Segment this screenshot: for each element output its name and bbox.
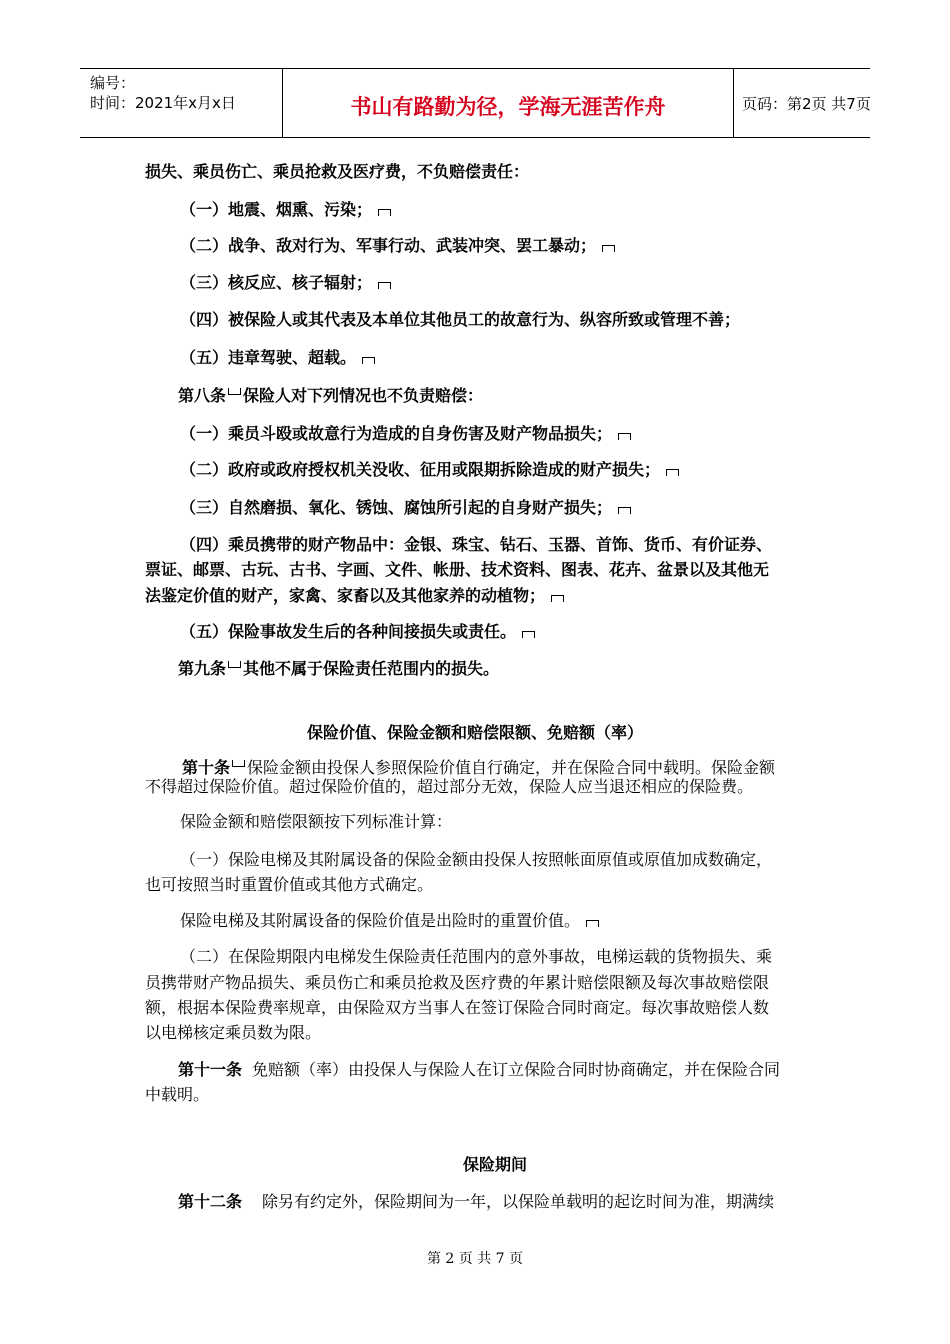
list-item-text: （二）战争、敌对行为、军事行动、武装冲突、罢工暴动； [180, 236, 597, 255]
break-mark-icon [551, 595, 564, 602]
page-footer: 第 2 页 共 7 页 [426, 1251, 524, 1267]
break-mark-icon [522, 631, 535, 638]
date-label: 时间：2021年x月x日 [90, 94, 236, 112]
list-item: （四）乘员携带的财产物品中：金银、珠宝、钻石、玉器、首饰、货币、有价证券、 [180, 535, 773, 554]
article-8 [178, 385, 483, 407]
section-heading: 保险价值、保险金额和赔偿限额、免赔额（率） [306, 723, 643, 742]
break-mark-icon [228, 388, 241, 395]
header-slogan-cell [283, 69, 734, 137]
break-mark-icon [232, 760, 245, 767]
list-item [180, 347, 375, 369]
article-number: 第九条 [178, 659, 227, 678]
article-number: 第十二条 [178, 1192, 243, 1211]
list-item-text: （二）政府或政府授权机关没收、征用或限期拆除造成的财产损失； [180, 460, 661, 479]
break-mark-icon [618, 507, 631, 514]
list-item [180, 199, 391, 221]
text-line: 损失、乘员伤亡、乘员抢救及医疗费，不负赔偿责任： [145, 162, 530, 181]
list-item-text: （三）自然磨损、氧化、锈蚀、腐蚀所引起的自身财产损失； [180, 498, 613, 517]
article-text: 除另有约定外，保险期间为一年，以保险单载明的起讫时间为准，期满续 [262, 1192, 775, 1211]
break-mark-icon [586, 920, 599, 927]
list-item-text: （三）核反应、核子辐射； [180, 273, 373, 292]
slogan: 书山有路勤为径，学海无涯苦作舟 [350, 94, 666, 119]
page-header [80, 68, 870, 138]
article-9 [178, 658, 499, 680]
header-meta-cell [80, 69, 283, 137]
section-heading: 保险期间 [462, 1155, 527, 1174]
text-line: 票证、邮票、古玩、古书、字画、文件、帐册、技术资料、图表、花卉、盆景以及其他无 [145, 560, 770, 579]
list-item-text: （五）保险事故发生后的各种间接损失或责任。 [180, 622, 517, 641]
doc-number-label: 编号： [90, 74, 136, 92]
text-line: 以电梯核定乘员数为限。 [145, 1023, 322, 1042]
article-text: 保险金额由投保人参照保险价值自行确定，并在保险合同中载明。保险金额 [247, 758, 776, 777]
list-item-text: （一）乘员斗殴或故意行为造成的自身伤害及财产物品损失； [180, 424, 613, 443]
article-text: 保险人对下列情况也不负责赔偿： [243, 386, 484, 405]
article-number: 第十条 [182, 758, 231, 777]
list-item [180, 423, 631, 445]
article-number: 第十一条 [178, 1060, 243, 1079]
text-line: 保险金额和赔偿限额按下列标准计算： [180, 812, 453, 831]
break-mark-icon [362, 357, 375, 364]
article-12 [178, 1191, 774, 1213]
text-line: 额，根据本保险费率规章，由保险双方当事人在签订保险合同时商定。每次事故赔偿人数 [145, 998, 770, 1017]
list-item [180, 459, 679, 481]
text-line: 不得超过保险价值。超过保险价值的，超过部分无效，保险人应当退还相应的保险费。 [145, 777, 754, 796]
break-mark-icon [602, 245, 615, 252]
list-item [180, 497, 631, 519]
article-11 [178, 1059, 780, 1081]
list-item [180, 272, 391, 294]
text-line: 员携带财产物品损失、乘员伤亡和乘员抢救及医疗费的年累计赔偿限额及每次事故赔偿限 [145, 973, 770, 992]
text-line-content: 保险电梯及其附属设备的保险价值是出险时的重置价值。 [180, 911, 581, 930]
text-line [180, 910, 599, 932]
list-item-text: （五）违章驾驶、超载。 [180, 348, 357, 367]
break-mark-icon [618, 433, 631, 440]
list-item: （四）被保险人或其代表及本单位其他员工的故意行为、纵容所致或管理不善； [180, 310, 741, 329]
article-text: 其他不属于保险责任范围内的损失。 [243, 659, 500, 678]
text-line [145, 585, 564, 607]
break-mark-icon [228, 661, 241, 668]
break-mark-icon [378, 209, 391, 216]
list-item-text: （一）地震、烟熏、污染； [180, 200, 373, 219]
text-line-content: 法鉴定价值的财产，家禽、家畜以及其他家养的动植物； [145, 586, 546, 605]
list-item [180, 621, 535, 643]
article-number: 第八条 [178, 386, 227, 405]
text-line: 也可按照当时重置价值或其他方式确定。 [145, 875, 434, 894]
break-mark-icon [666, 469, 679, 476]
break-mark-icon [378, 282, 391, 289]
list-item [180, 235, 615, 257]
article-text: 免赔额（率）由投保人与保险人在订立保险合同时协商确定，并在保险合同 [252, 1060, 781, 1079]
header-page-cell [734, 69, 870, 137]
text-line: （二）在保险期限内电梯发生保险责任范围内的意外事故，电梯运载的货物损失、乘 [180, 947, 773, 966]
page-info: 页码：第2页 共7页 [742, 95, 871, 113]
text-line: （一）保险电梯及其附属设备的保险金额由投保人按照帐面原值或原值加成数确定， [180, 850, 773, 869]
text-line: 中载明。 [145, 1085, 210, 1104]
